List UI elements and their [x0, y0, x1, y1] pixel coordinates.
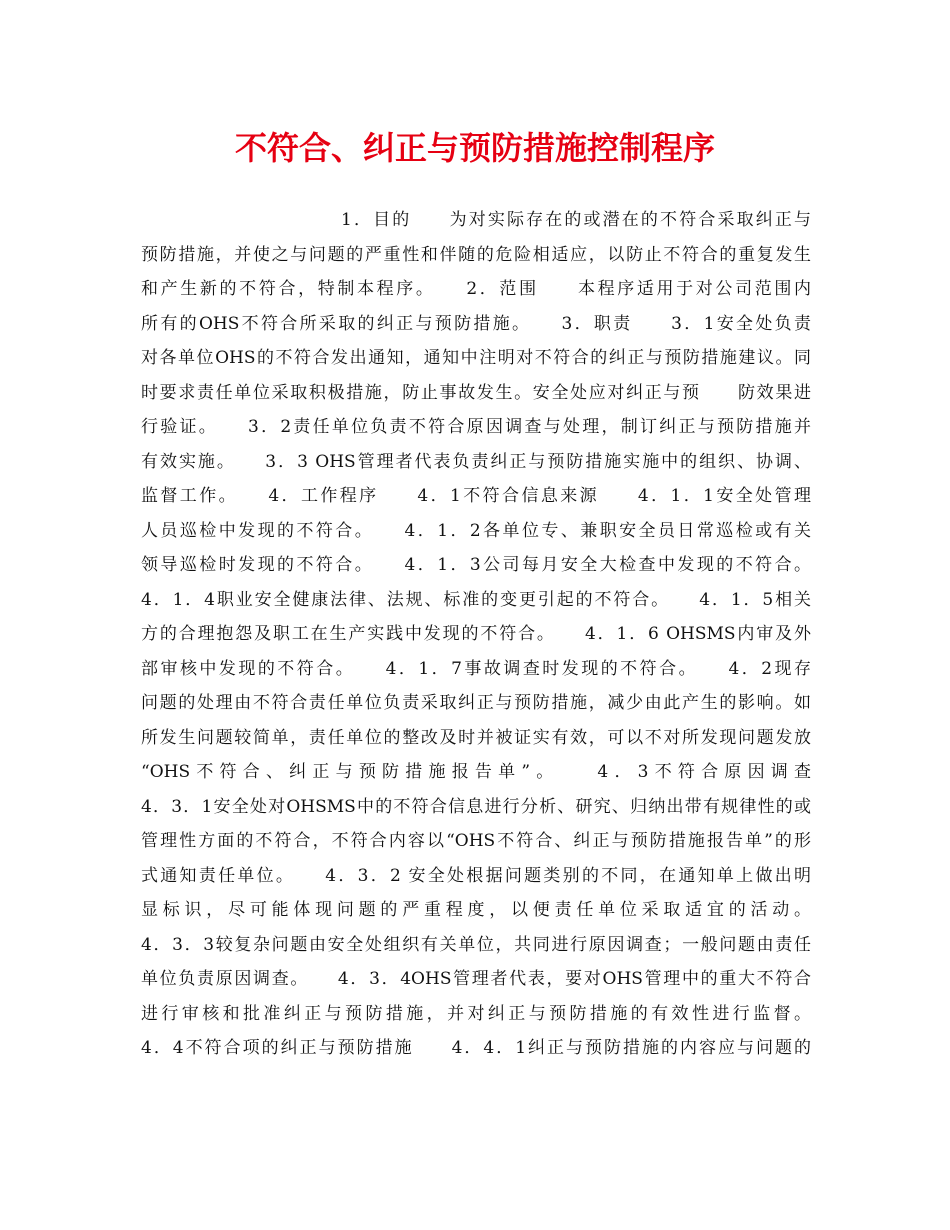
body-line: 4．1．4职业安全健康法律、法规、标准的变更引起的不符合。 4．1．5相关 — [141, 589, 811, 610]
body-line: 管理性方面的不符合，不符合内容以“OHS不符合、纠正与预防措施报告单”的形 — [141, 831, 811, 851]
body-line: 进行审核和批准纠正与预防措施，并对纠正与预防措施的有效性进行监督。 — [141, 1003, 811, 1024]
body-line: 方的合理抱怨及职工在生产实践中发现的不符合。 4．1．6 OHSMS内审及外 — [141, 624, 811, 644]
body-line: 4．3．3较复杂问题由安全处组织有关单位，共同进行原因调查；一般问题由责任 — [141, 934, 811, 955]
body-line: 4．3．1安全处对OHSMS中的不符合信息进行分析、研究、归纳出带有规律性的或 — [141, 796, 811, 817]
document-body — [141, 203, 811, 1066]
document-title: 不符合、纠正与预防措施控制程序 — [234, 129, 715, 167]
body-line: 所发生问题较简单，责任单位的整改及时并被证实有效，可以不对所发现问题发放 — [141, 727, 811, 748]
body-line: 人员巡检中发现的不符合。 4．1．2各单位专、兼职安全员日常巡检或有关 — [141, 520, 811, 541]
body-line: “OHS不符合、纠正与预防措施报告单”。 4．3不符合原因调查 — [141, 762, 811, 782]
body-line: 单位负责原因调查。 4．3．4OHS管理者代表，要对OHS管理中的重大不符合 — [141, 969, 811, 989]
body-line: 显标识，尽可能体现问题的严重程度，以便责任单位采取适宜的活动。 — [141, 900, 811, 920]
body-line: 问题的处理由不符合责任单位负责采取纠正与预防措施，减少由此产生的影响。如 — [141, 693, 811, 713]
body-line: 监督工作。 4．工作程序 4．1不符合信息来源 4．1．1安全处管理 — [141, 486, 811, 506]
body-line: 部审核中发现的不符合。 4．1．7事故调查时发现的不符合。 4．2现存 — [141, 658, 811, 679]
body-line: 对各单位OHS的不符合发出通知，通知中注明对不符合的纠正与预防措施建议。同 — [141, 348, 811, 368]
body-line: 有效实施。 3．3 OHS管理者代表负责纠正与预防措施实施中的组织、协调、 — [141, 451, 811, 472]
body-line: 时要求责任单位采取积极措施，防止事故发生。安全处应对纠正与预 防效果进 — [141, 382, 811, 403]
body-line: 行验证。 3．2责任单位负责不符合原因调查与处理，制订纠正与预防措施并 — [141, 417, 811, 437]
body-line: 1．目的 为对实际存在的或潜在的不符合采取纠正与 — [341, 210, 811, 230]
body-line: 和产生新的不符合，特制本程序。 2．范围 本程序适用于对公司范围内 — [141, 279, 811, 299]
body-line: 式通知责任单位。 4．3．2 安全处根据问题类别的不同，在通知单上做出明 — [141, 865, 811, 886]
body-line: 领导巡检时发现的不符合。 4．1．3公司每月安全大检查中发现的不符合。 — [141, 555, 811, 575]
body-line: 所有的OHS不符合所采取的纠正与预防措施。 3．职责 3．1安全处负责 — [141, 313, 811, 334]
body-line: 预防措施，并使之与问题的严重性和伴随的危险相适应，以防止不符合的重复发生 — [141, 244, 811, 265]
body-line: 4．4不符合项的纠正与预防措施 4．4．1纠正与预防措施的内容应与问题的 — [141, 1038, 811, 1058]
